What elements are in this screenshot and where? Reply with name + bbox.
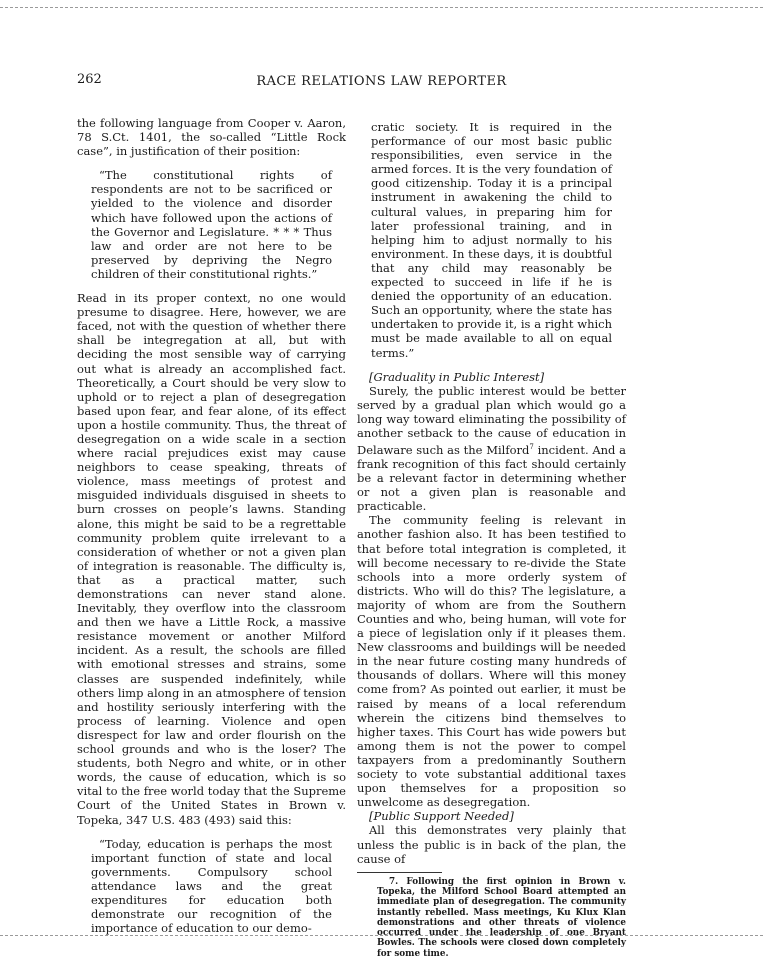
quote-text: “Today, education is perhaps the most important function of state and local governments. Compulsory school attendance laws and the great expenditures for education both demonstrate our recognition of the importance of education to our demo- xyxy=(91,836,332,936)
paragraph-community-feeling: The community feeling is relevant in another fashion also. It has been testified to that before total integration is completed, it will become necessary to re-divide the State schools into a more orderly system of districts. Who will do this? The legislature, a majority of whom are from the Southern Counties and who, being human, will vote for a piece of legislation only if it pleases them. New classrooms and buildings will be needed in the near future costing many hundreds of thousands of dollars. Where will this money come from? As pointed out earlier, it must be raised by means of a local referendum wherein the citizens bind themselves to higher taxes. This Court has wide powers but among them is not the power to compel taxpayers from a predominantly Southern society to vote substantial additional taxes upon themselves for a proposition so unwelcome as desegregation. xyxy=(357,513,626,810)
paragraph-public-interest xyxy=(357,384,626,514)
left-column xyxy=(77,116,346,945)
right-column xyxy=(357,116,626,959)
top-dashed-border xyxy=(0,7,763,8)
paragraph-public-support: All this demonstrates very plainly that unless the public is in back of the plan, the cause of xyxy=(357,823,626,866)
footnote-7: 7. Following the first opinion in Brown v. Topeka, the Milford School Board attempted an immediate plan of desegregation. The community instantly rebelled. Mass meetings, Ku Klux Klan demonstrations and other threats of violence occurred under the leadership of one Bryant Bowles. The schools were closed down completely for some time. xyxy=(377,876,626,959)
quote-cooper-v-aaron xyxy=(91,168,332,281)
footnote-divider xyxy=(357,872,442,873)
paragraph-context: Read in its proper context, no one would presume to disagree. Here, however, we are faced, not with the question of whether there shall be integregation at all, but with deciding the most sensible way of carrying out what is already an accomplished fact. Theoretically, a Court should be very slow to uphold or to reject a plan of desegregation based upon fear, and fear alone, of its effect upon a hostile community. Thus, the threat of desegregation on a wide scale in a section where racial prejudices exist may cause neighbors to cease speaking, threats of violence, mass meetings of protest and misguided individuals disguised in sheets to burn crosses on people’s lawns. Standing alone, this might be said to be a regrettable community problem quite irrelevant to a consideration of whether or not a given plan of integration is reasonable. The difficulty is, that as a practical matter, such demonstrations can never stand alone. Inevitably, they overflow into the classroom and then we have a Little Rock, a massive resistance movement or another Milford incident. As a result, the schools are filled with emotional stresses and strains, some classes are suspended indefinitely, while others limp along in an atmosphere of tension and hostility seriously interfering with the process of learning. Violence and open disrespect for law and order flourish on the school grounds and who is the loser? The students, both Negro and white, or in other words, the cause of education, which is so vital to the free world today that the Supreme Court of the United States in Brown v. Topeka, 347 U.S. 483 (493) said this: xyxy=(77,291,346,827)
section-heading-graduality: [Graduality in Public Interest] xyxy=(369,369,545,384)
section-heading-public-support: [Public Support Needed] xyxy=(369,809,514,824)
running-head: RACE RELATIONS LAW REPORTER xyxy=(256,74,507,89)
paragraph-text: incident. And a frank recognition of this fact should certainly be a relevant factor in determining whether or not a given plan is reasonable and practicable. xyxy=(357,442,626,514)
page-number: 262 xyxy=(77,72,102,87)
footnote-reference[interactable]: 7 xyxy=(529,443,534,452)
bottom-dashed-border xyxy=(0,935,763,936)
paragraph-intro: the following language from Cooper v. Aaron, 78 S.Ct. 1401, the so-called “Little Rock case”, in justification of their position: xyxy=(77,116,346,159)
paragraph-text: Surely, the public interest would be better served by a gradual plan which would go a long way toward eliminating the possibility of another setback to the cause of education in Delaware such as the Milford xyxy=(357,383,626,457)
quote-brown-continued: cratic society. It is required in the performance of our most basic public responsibilities, even service in the armed forces. It is the very foundation of good citizenship. Today it is a principal instrument in awakening the child to cultural values, in preparing him for later professional training, and in helping him to adjust normally to his environment. In these days, it is doubtful that any child may reasonably be expected to succeed in life if he is denied the opportunity of an education. Such an opportunity, where the state has undertaken to provide it, is a right which must be made available to all on equal terms.” xyxy=(371,120,612,360)
quote-text: “The constitutional rights of respondents are not to be sacrificed or yielded to the violence and disorder which have followed upon the actions of the Governor and Legislature. * * * Thus law and order are not here to be preserved by depriving the Negro children of their constitutional rights.” xyxy=(91,168,332,281)
quote-brown-v-topeka xyxy=(91,837,332,936)
